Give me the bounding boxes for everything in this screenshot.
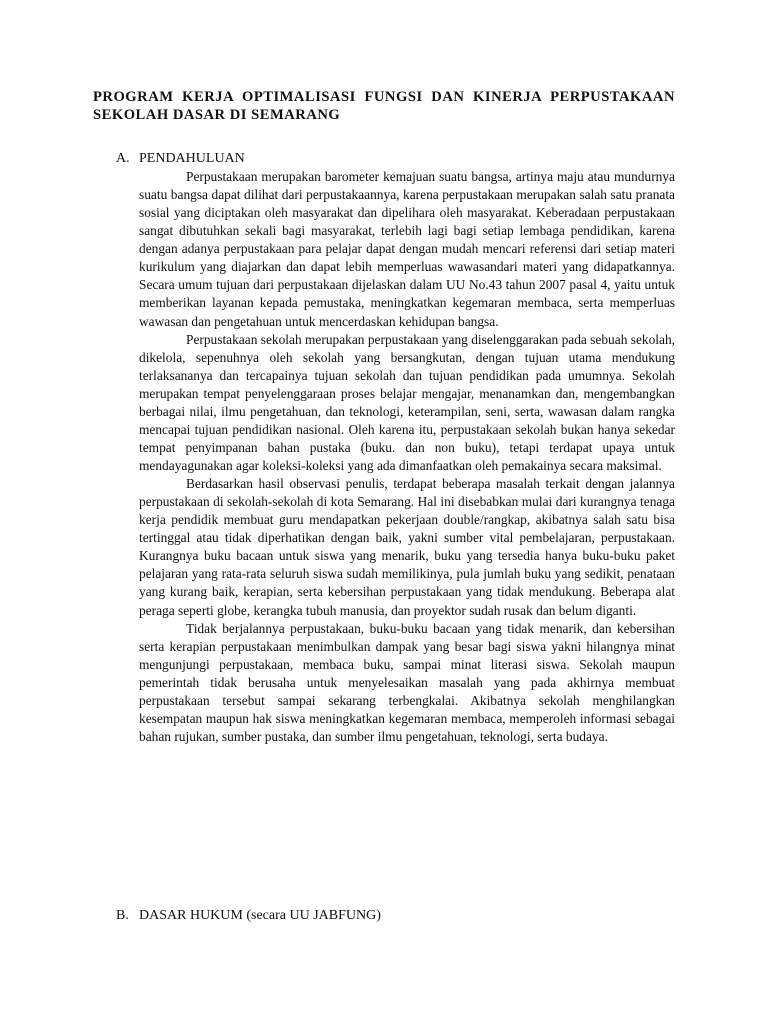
document-title: PROGRAM KERJA OPTIMALISASI FUNGSI DAN KINERJA PERPUSTAKAAN SEKOLAH DASAR DI SEMARANG — [93, 89, 675, 123]
section-title: PENDAHULUAN — [139, 151, 245, 166]
section-number: B. — [116, 908, 129, 923]
section-title: DASAR HUKUM (secara UU JABFUNG) — [139, 908, 381, 923]
paragraph: Berdasarkan hasil observasi penulis, terdapat beberapa masalah terkait dengan jalannya perpustakaan di sekolah-sekolah di kota Semarang. Hal ini disebabkan mulai dari kurangnya tenaga kerja pendidik membuat guru mendapatkan pekerjaan double/rangkap, akibatnya salah satu bisa tertinggal atau tidak diperhatikan dengan baik, yakni sumber vital pembelajaran, perpustakaan. Kurangnya buku bacaan untuk siswa yang menarik, buku yang tersedia hanya buku-buku paket pelajaran yang rata-rata seluruh siswa sudah memilikinya, pula jumlah buku yang sedikit, penataan yang kurang baik, kerapian, serta kebersihan perpustakaan yang tidak mendukung. Beberapa alat peraga seperti globe, kerangka tubuh manusia, dan proyektor sudah rusak dan belum diganti. — [139, 476, 675, 618]
section-body-pendahuluan — [139, 168, 675, 746]
paragraph: Perpustakaan sekolah merupakan perpustakaan yang diselenggarakan pada sebuah sekolah, dikelola, sepenuhnya oleh sekolah yang bersangkutan, dengan tujuan utama mendukung terlaksananya dan tercapainya tujuan sekolah dan tujuan pendidikan pada umumnya. Sekolah merupakan tempat penyelenggaraan proses belajar mengajar, menanamkan dan, mengembangkan berbagai nilai, ilmu pengetahuan, dan teknologi, keterampilan, seni, serta, wawasan dalam rangka mencapai tujuan pendidikan nasional. Oleh karena itu, perpustakaan sekolah bukan hanya sekedar tempat penyimpanan bahan pustaka (buku. dan non buku), tetapi terdapat upaya untuk mendayagunakan agar koleksi-koleksi yang ada dimanfaatkan oleh pemakainya secara maksimal. — [139, 331, 675, 473]
paragraph: Perpustakaan merupakan barometer kemajuan suatu bangsa, artinya maju atau mundurnya suatu bangsa dapat dilihat dari perpustakaannya, karena perpustakaan merupakan salah satu pranata sosial yang diciptakan oleh masyarakat dan dipelihara oleh masyarakat. Keberadaan perpustakaan sangat dibutuhkan sekali bagi masyarakat, terlebih lagi bagi setiap lembaga pendidikan, karena dengan adanya perpustakaan para pelajar dapat dengan mudah mencari referensi dari setiap materi kurikulum yang diajarkan dan dapat lebih memperluas wawasandari materi yang didapatkannya. Secara umum tujuan dari perpustakaan dijelaskan dalam UU No.43 tahun 2007 pasal 4, yaitu untuk memberikan layanan kepada pemustaka, meningkatkan kegemaran membaca, serta memperluas wawasan dan pengetahuan untuk mencerdaskan kehidupan bangsa. — [139, 169, 675, 329]
section-heading-dasar-hukum — [116, 907, 381, 925]
paragraph: Tidak berjalannya perpustakaan, buku-buku bacaan yang tidak menarik, dan kebersihan serta kerapian perpustakaan menimbulkan dampak yang besar bagi siswa yakni hilangnya minat mengunjungi perpustakaan, membaca buku, sampai minat literasi siswa. Sekolah maupun pemerintah tidak berusaha untuk menyelesaikan masalah yang pada akhirnya membuat perpustakaan tersebut sampai sekarang terbengkalai. Akibatnya sekolah menghilangkan kesempatan maupun hak siswa meningkatkan kegemaran membaca, memperoleh informasi sebagai bahan rujukan, sumber pustaka, dan sumber ilmu pengetahuan, teknologi, serta budaya. — [139, 620, 675, 744]
section-number: A. — [116, 151, 130, 166]
section-heading-pendahuluan — [116, 150, 245, 168]
